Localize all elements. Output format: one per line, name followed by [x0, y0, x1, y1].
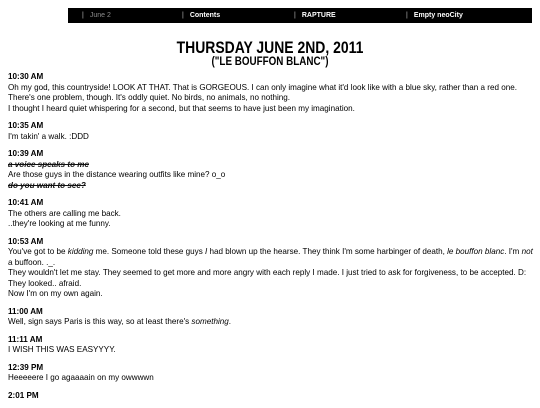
log-entry [8, 198, 533, 230]
nav-item-empty-neocity[interactable] [406, 8, 463, 23]
entry-text: Are those guys in the distance wearing outfits like mine? o_o [8, 170, 226, 179]
nav-item-label: RAPTURE [301, 12, 336, 19]
log-entry [8, 391, 533, 402]
entry-text: Now I'm on my own again. [8, 289, 103, 298]
entry-text: I thought I heard quiet whispering for a second, but that seems to have just been my imagination. [8, 103, 355, 113]
nav-item-label: Empty neoCity [413, 12, 463, 19]
entry-text: Oh my god, this countryside! LOOK AT THAT. That is GORGEOUS. I can only imagine what it'd look like with a blue sky, rather than a red one. [8, 82, 517, 92]
nav-item-rapture[interactable] [294, 8, 336, 23]
entry-text: ..they're looking at me funny. [8, 219, 111, 228]
nav-item-label: Contents [189, 12, 221, 19]
journal-log [8, 72, 533, 408]
entry-text: Heeeeere I go agaaaain on my owwwwn [8, 373, 154, 382]
entry-text: There's one problem, though. It's oddly quiet. No birds, no animals, no nothing. [8, 93, 291, 102]
voice-text: a voice speaks to me [8, 159, 89, 169]
text-run: You've got to be [8, 247, 68, 256]
entry-text [8, 247, 533, 268]
text-run: had blown up the hearse. They think I'm some harbinger of death, [207, 247, 448, 256]
entry-time: 12:39 PM [8, 362, 44, 372]
text-run: . [228, 317, 232, 326]
entry-time: 10:41 AM [8, 198, 44, 207]
emphasis: kidding [67, 247, 94, 256]
entry-time: 10:39 AM [8, 149, 44, 158]
log-entry [8, 72, 533, 114]
entry-time: 10:53 AM [8, 236, 44, 246]
log-entry [8, 307, 533, 328]
entry-time: 11:11 AM [8, 334, 43, 344]
emphasis: something [191, 317, 229, 326]
emphasis: le bouffon blanc [447, 247, 505, 256]
nav-separator: | [182, 12, 184, 19]
entry-time: 10:35 AM [8, 121, 44, 130]
log-entry [8, 237, 533, 300]
nav-separator: | [294, 12, 296, 19]
nav-item-label: June 2 [89, 12, 111, 19]
emphasis: I [205, 247, 208, 256]
entry-text: I WISH THIS WAS EASYYYY. [8, 345, 116, 354]
text-run: . I'm [504, 247, 522, 256]
voice-text: do you want to see? [8, 180, 86, 190]
nav-item-contents[interactable] [182, 8, 220, 23]
entry-time: 2:01 PM [8, 390, 39, 400]
entry-text: They wouldn't let me stay. They seemed to get more and more angry with each reply I made. I just tried to ask for forgiveness, to be accepted. D: They looked.. afraid. [8, 268, 527, 288]
entry-text [8, 317, 533, 328]
nav-separator: | [406, 12, 408, 19]
log-entry [8, 149, 533, 191]
log-entry [8, 121, 533, 142]
nav-separator: | [82, 12, 84, 19]
text-run: a buffoon. ._. [8, 257, 56, 267]
entry-time: 10:30 AM [8, 72, 44, 81]
log-entry [8, 335, 533, 356]
entry-text: I'm takin' a walk. :DDD [8, 131, 89, 141]
log-entry [8, 363, 533, 384]
emphasis: not [521, 247, 533, 256]
text-run: me. Someone told these guys [93, 247, 205, 256]
entry-text: The others are calling me back. [8, 208, 121, 218]
nav-item-june-2[interactable] [82, 8, 111, 23]
top-navigation-bar [68, 8, 532, 23]
page-title: THURSDAY JUNE 2ND, 2011 [176, 38, 364, 57]
text-run: Well, sign says Paris is this way, so at least there's [8, 317, 192, 326]
entry-time: 11:00 AM [8, 306, 43, 316]
page-subtitle: ("LE BOUFFON BLANC") [211, 54, 329, 68]
